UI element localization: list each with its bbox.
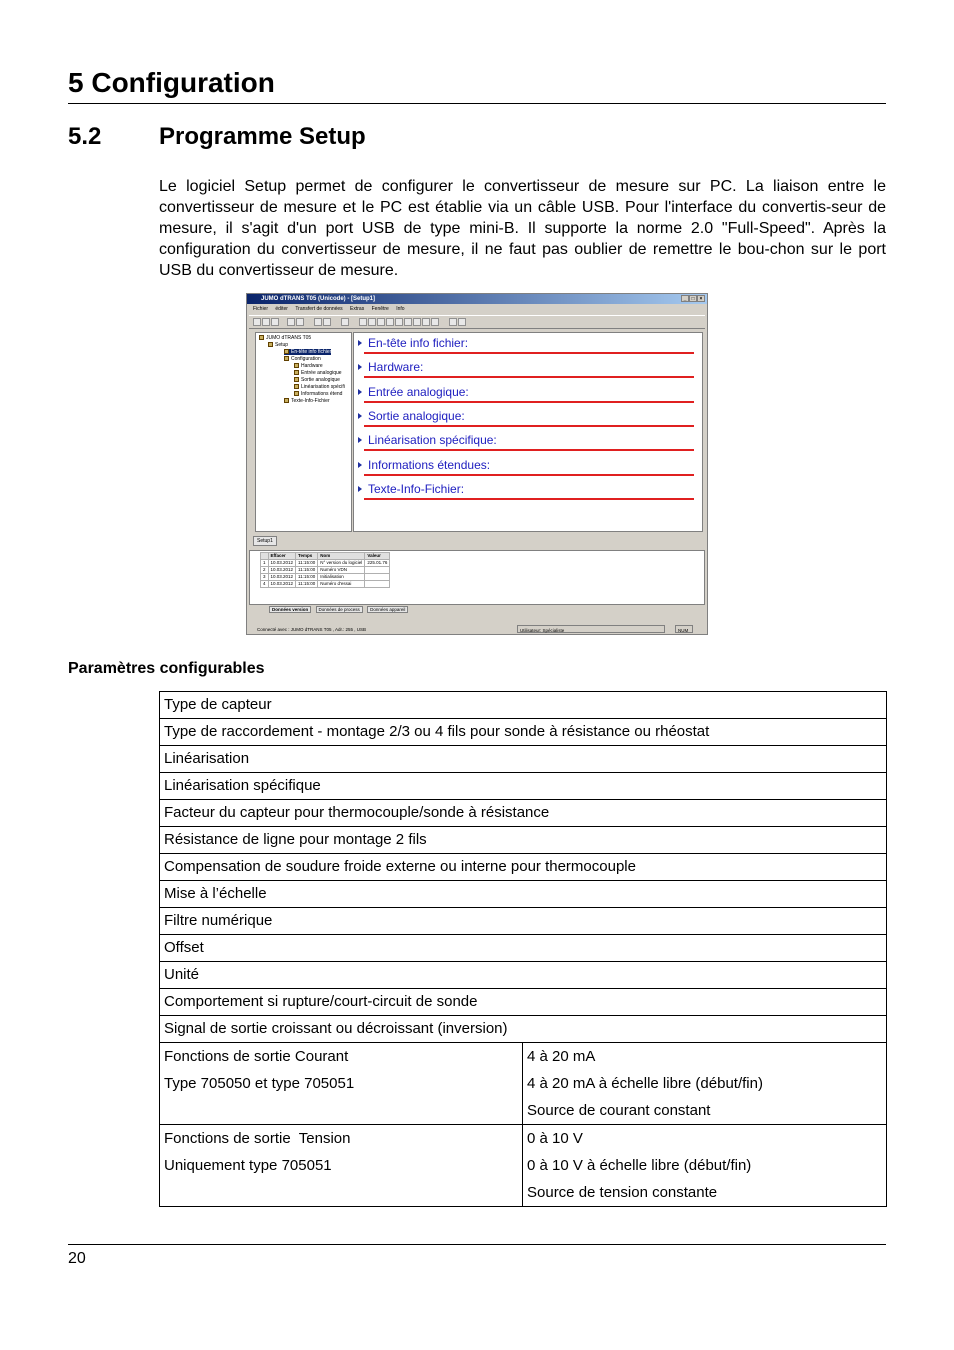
- zoom-icon[interactable]: [404, 318, 412, 326]
- tree-item-analog-input[interactable]: Entrée analogique: [294, 370, 342, 376]
- toolbar: [249, 315, 705, 329]
- menu-extras[interactable]: Extras: [350, 306, 365, 312]
- bottom-tabs: [249, 605, 705, 614]
- tree-item-header-info[interactable]: En-tête info fichier: [284, 349, 331, 355]
- document-icon: [284, 398, 289, 403]
- window-title: JUMO dTRANS T05 (Unicode) - [Setup1]: [261, 296, 376, 302]
- content-item[interactable]: Sortie analogique:: [356, 408, 696, 432]
- output-voltage-label: Fonctions de sortie Tension: [164, 1130, 351, 1147]
- section-title: Programme Setup: [159, 123, 366, 150]
- header-rule: [68, 103, 886, 104]
- output-option: 0 à 10 V: [527, 1130, 583, 1147]
- folder-icon: [284, 356, 289, 361]
- maximize-icon[interactable]: □: [689, 295, 697, 302]
- window-icon[interactable]: [449, 318, 457, 326]
- tree-item-analog-output[interactable]: Sortie analogique: [294, 377, 340, 383]
- log-panel: [249, 550, 705, 605]
- download-icon[interactable]: [386, 318, 394, 326]
- separator: [364, 352, 694, 354]
- output-voltage-sub: Uniquement type 705051: [164, 1157, 332, 1174]
- log-header[interactable]: Effacer: [268, 553, 296, 560]
- output-option: Source de courant constant: [527, 1102, 711, 1119]
- log-row[interactable]: 1 10.03.2012 11:15:00 N° version du logiciel 225.01.76: [261, 560, 390, 567]
- document-icon: [284, 349, 289, 354]
- content-item[interactable]: Entrée analogique:: [356, 384, 696, 408]
- arrow-right-icon: [358, 437, 362, 443]
- footer-rule: [68, 1244, 886, 1245]
- arrow-right-icon: [358, 389, 362, 395]
- table-row: Linéarisation spécifique: [160, 773, 887, 800]
- output-option: Source de tension constante: [527, 1184, 718, 1201]
- device-icon[interactable]: [395, 318, 403, 326]
- tree-item-configuration[interactable]: Configuration: [284, 356, 321, 362]
- separator: [364, 498, 694, 500]
- arrow-right-icon: [358, 462, 362, 468]
- content-item[interactable]: Hardware:: [356, 359, 696, 383]
- content-item[interactable]: Informations étendues:: [356, 457, 696, 481]
- log-header[interactable]: Temps: [296, 553, 318, 560]
- table-row: Facteur du capteur pour thermocouple/sonde à résistance: [160, 800, 887, 827]
- log-header[interactable]: Nom: [318, 553, 365, 560]
- document-icon: [294, 377, 299, 382]
- open-icon[interactable]: [262, 318, 270, 326]
- table-row: Offset: [160, 935, 887, 962]
- arrow-right-icon: [358, 486, 362, 492]
- log-row[interactable]: 4 10.03.2012 11:15:00 Numéro d'essai: [261, 581, 390, 588]
- log-header[interactable]: Valeur: [365, 553, 390, 560]
- close-icon[interactable]: ×: [697, 295, 705, 302]
- menu-fenetre[interactable]: Fenêtre: [371, 306, 389, 312]
- status-user: Utilisateur: Spécialiste: [517, 625, 665, 633]
- search-icon[interactable]: [431, 318, 439, 326]
- tab-setup1[interactable]: Setup1: [253, 536, 277, 546]
- section-number: 5.2: [68, 123, 102, 150]
- tree-item-setup[interactable]: Setup: [268, 342, 288, 348]
- table-row: Mise à l’échelle: [160, 881, 887, 908]
- content-item[interactable]: Linéarisation spécifique:: [356, 432, 696, 456]
- status-connection: Connecté avec : JUMO dTRANS T05 , Adr.: 255 , USB: [257, 627, 366, 632]
- arrow-right-icon: [358, 413, 362, 419]
- preview-icon[interactable]: [296, 318, 304, 326]
- first-icon[interactable]: [422, 318, 430, 326]
- folder-icon: [268, 342, 273, 347]
- arrow-right-icon: [358, 340, 362, 346]
- chart-icon[interactable]: [341, 318, 349, 326]
- table-row: Signal de sortie croissant ou décroissant (inversion): [160, 1016, 887, 1043]
- document-tabs: [249, 535, 705, 547]
- tab-device-data[interactable]: Données appareil: [367, 606, 408, 613]
- document-icon: [294, 363, 299, 368]
- device-icon: [259, 335, 264, 340]
- output-option: 0 à 10 V à échelle libre (début/fin): [527, 1157, 752, 1174]
- table-row: Linéarisation: [160, 746, 887, 773]
- status-bar: [249, 625, 705, 634]
- tree-item-linearisation[interactable]: Linéarisation spécifi: [294, 384, 345, 390]
- menu-fichier[interactable]: Fichier: [253, 306, 269, 312]
- table-row: Unité: [160, 962, 887, 989]
- table-row-output-current: [160, 1043, 887, 1125]
- minimize-icon[interactable]: _: [681, 295, 689, 302]
- document-icon: [294, 384, 299, 389]
- edit-icon[interactable]: [359, 318, 367, 326]
- table-row: Résistance de ligne pour montage 2 fils: [160, 827, 887, 854]
- stop-icon[interactable]: [368, 318, 376, 326]
- menu-bar: [247, 305, 707, 314]
- status-mode: NUM: [675, 625, 693, 633]
- output-current-sub: Type 705050 et type 705051: [164, 1075, 355, 1092]
- document-icon: [294, 370, 299, 375]
- output-current-label: Fonctions de sortie Courant: [164, 1048, 349, 1065]
- new-icon[interactable]: [253, 318, 261, 326]
- undo-icon[interactable]: [314, 318, 322, 326]
- table-row: Comportement si rupture/court-circuit de sonde: [160, 989, 887, 1016]
- params-heading: Paramètres configurables: [68, 660, 265, 677]
- content-item[interactable]: Texte-Info-Fichier:: [356, 481, 696, 505]
- arrow-right-icon: [358, 364, 362, 370]
- tree-item-extended-info[interactable]: Informations étend: [294, 391, 342, 397]
- intro-paragraph: Le logiciel Setup permet de configurer le convertisseur de mesure sur PC. La liaison entre le convertisseur de mesure et le PC est établie via un câble USB. Pour l'interface du convertis-seur de mesure, il s'agit d'un port USB de type mini-B. Il supporte la norme 2.0 "Full-Speed". Après la configuration du convertisseur de mesure, il ne faut pas oublier de remettre le bou-chon sur le port USB du convertisseur de mesure.: [159, 178, 886, 279]
- separator: [364, 449, 694, 451]
- setup-program-screenshot: [246, 293, 708, 635]
- tree-item-text-info[interactable]: Texte-Info-Fichier: [284, 398, 330, 404]
- redo-icon[interactable]: [323, 318, 331, 326]
- chapter-title: 5 Configuration: [68, 67, 275, 98]
- content-pane: [353, 332, 703, 532]
- output-option: 4 à 20 mA: [527, 1048, 596, 1065]
- separator: [364, 425, 694, 427]
- table-row: Filtre numérique: [160, 908, 887, 935]
- separator: [364, 376, 694, 378]
- check-icon[interactable]: [413, 318, 421, 326]
- tree-item-hardware[interactable]: Hardware: [294, 363, 323, 369]
- tab-version-data[interactable]: Données version: [269, 606, 311, 613]
- navigation-tree: [255, 332, 352, 532]
- table-row: Type de raccordement - montage 2/3 ou 4 fils pour sonde à résistance ou rhéostat: [160, 719, 887, 746]
- page-number: 20: [68, 1250, 86, 1267]
- save-icon[interactable]: [271, 318, 279, 326]
- log-table: [260, 552, 390, 588]
- table-row-output-voltage: [160, 1125, 887, 1207]
- window-titlebar: [247, 294, 707, 304]
- menu-transfert[interactable]: Transfert de données: [295, 306, 343, 312]
- output-option: 4 à 20 mA à échelle libre (début/fin): [527, 1075, 763, 1092]
- log-row[interactable]: 3 10.03.2012 11:15:00 Initialisation: [261, 574, 390, 581]
- menu-editer[interactable]: éditer: [275, 306, 288, 312]
- document-icon: [294, 391, 299, 396]
- tree-root[interactable]: JUMO dTRANS T05: [259, 335, 311, 341]
- separator: [364, 474, 694, 476]
- content-item[interactable]: En-tête info fichier:: [356, 335, 696, 359]
- table-row: Type de capteur: [160, 692, 887, 719]
- layout-icon[interactable]: [458, 318, 466, 326]
- separator: [364, 401, 694, 403]
- menu-info[interactable]: Info: [396, 306, 405, 312]
- log-row[interactable]: 2 10.03.2012 11:15:00 Numéro VDN: [261, 567, 390, 574]
- tab-process-data[interactable]: Données de process: [316, 606, 363, 613]
- upload-icon[interactable]: [377, 318, 385, 326]
- print-icon[interactable]: [287, 318, 295, 326]
- table-row: Compensation de soudure froide externe ou interne pour thermocouple: [160, 854, 887, 881]
- params-table: [159, 691, 887, 1207]
